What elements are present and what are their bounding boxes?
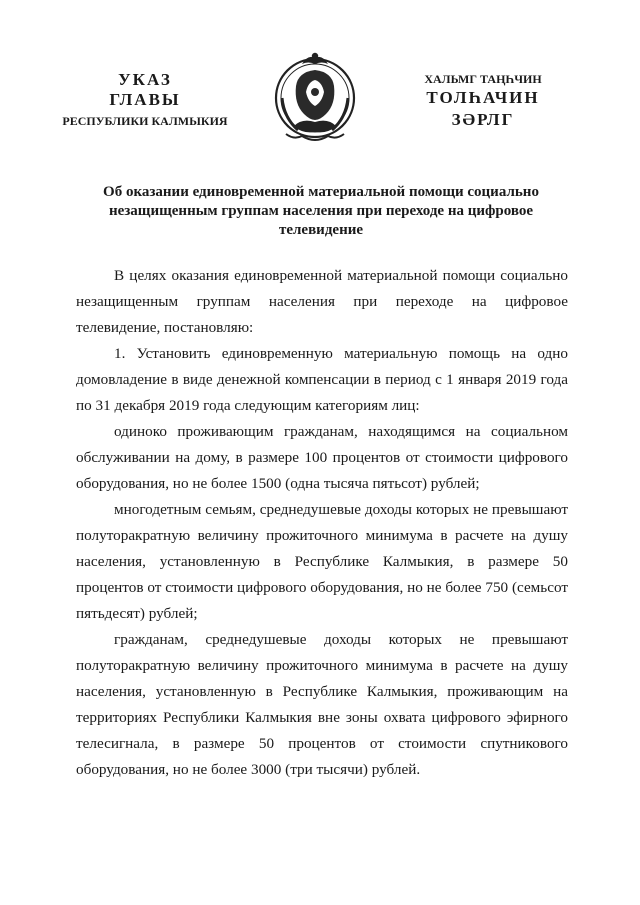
republic-label: РЕСПУБЛИКИ КАЛМЫКИЯ	[62, 114, 228, 128]
header-right	[403, 70, 563, 130]
kalmyk-republic-label: ХАЛЬМГ ТАҢҺЧИН	[424, 72, 542, 86]
coat-of-arms-icon	[272, 48, 358, 148]
category-low-income-citizens: гражданам, среднедушевые доходы которых не превышают полуторакратную величину прожиточного минимума в расчете на душу населения, установленную в Республике Калмыкия, проживающим на территориях Республики Калмыкия вне зоны охвата цифрового эфирного телесигнала, в размере 50 процентов от стоимости спутникового оборудования, но не более 3000 (три тысячи) рублей.	[76, 631, 568, 778]
category-large-families: многодетным семьям, среднедушевые доходы которых не превышают полуторакратную величину прожиточного минимума в расчете на душу населения, установленную в Республике Калмыкия, в размере 50 процентов от стоимости цифрового оборудования, но не более 750 (семьсот пятьдесят) рублей;	[76, 501, 568, 622]
header-left	[60, 70, 230, 130]
category-single-residents: одиноко проживающим гражданам, находящимся на социальном обслуживании на дому, в размере 100 процентов от стоимости цифрового оборудования, но не более 1500 (одна тысяча пятьсот) рублей;	[76, 423, 568, 492]
document-title: Об оказании единовременной материальной помощи социально незащищенным группам населения при переходе на цифровое телевидение	[103, 184, 539, 238]
decree-label: УКАЗ	[118, 70, 172, 89]
head-label: ГЛАВЫ	[109, 90, 181, 109]
kalmyk-decree-label: ЗӘРЛГ	[451, 110, 515, 129]
kalmyk-head-label: ТОЛҺАЧИН	[426, 88, 540, 107]
document-body	[76, 263, 568, 783]
preamble-paragraph: В целях оказания единовременной материальной помощи социально незащищенным группам населения при переходе на цифровое телевидение, постановляю:	[76, 267, 568, 336]
clause-1-paragraph: 1. Установить единовременную материальную помощь на одно домовладение в виде денежной компенсации в период с 1 января 2019 года по 31 декабря 2019 года следующим категориям лиц:	[76, 345, 568, 414]
